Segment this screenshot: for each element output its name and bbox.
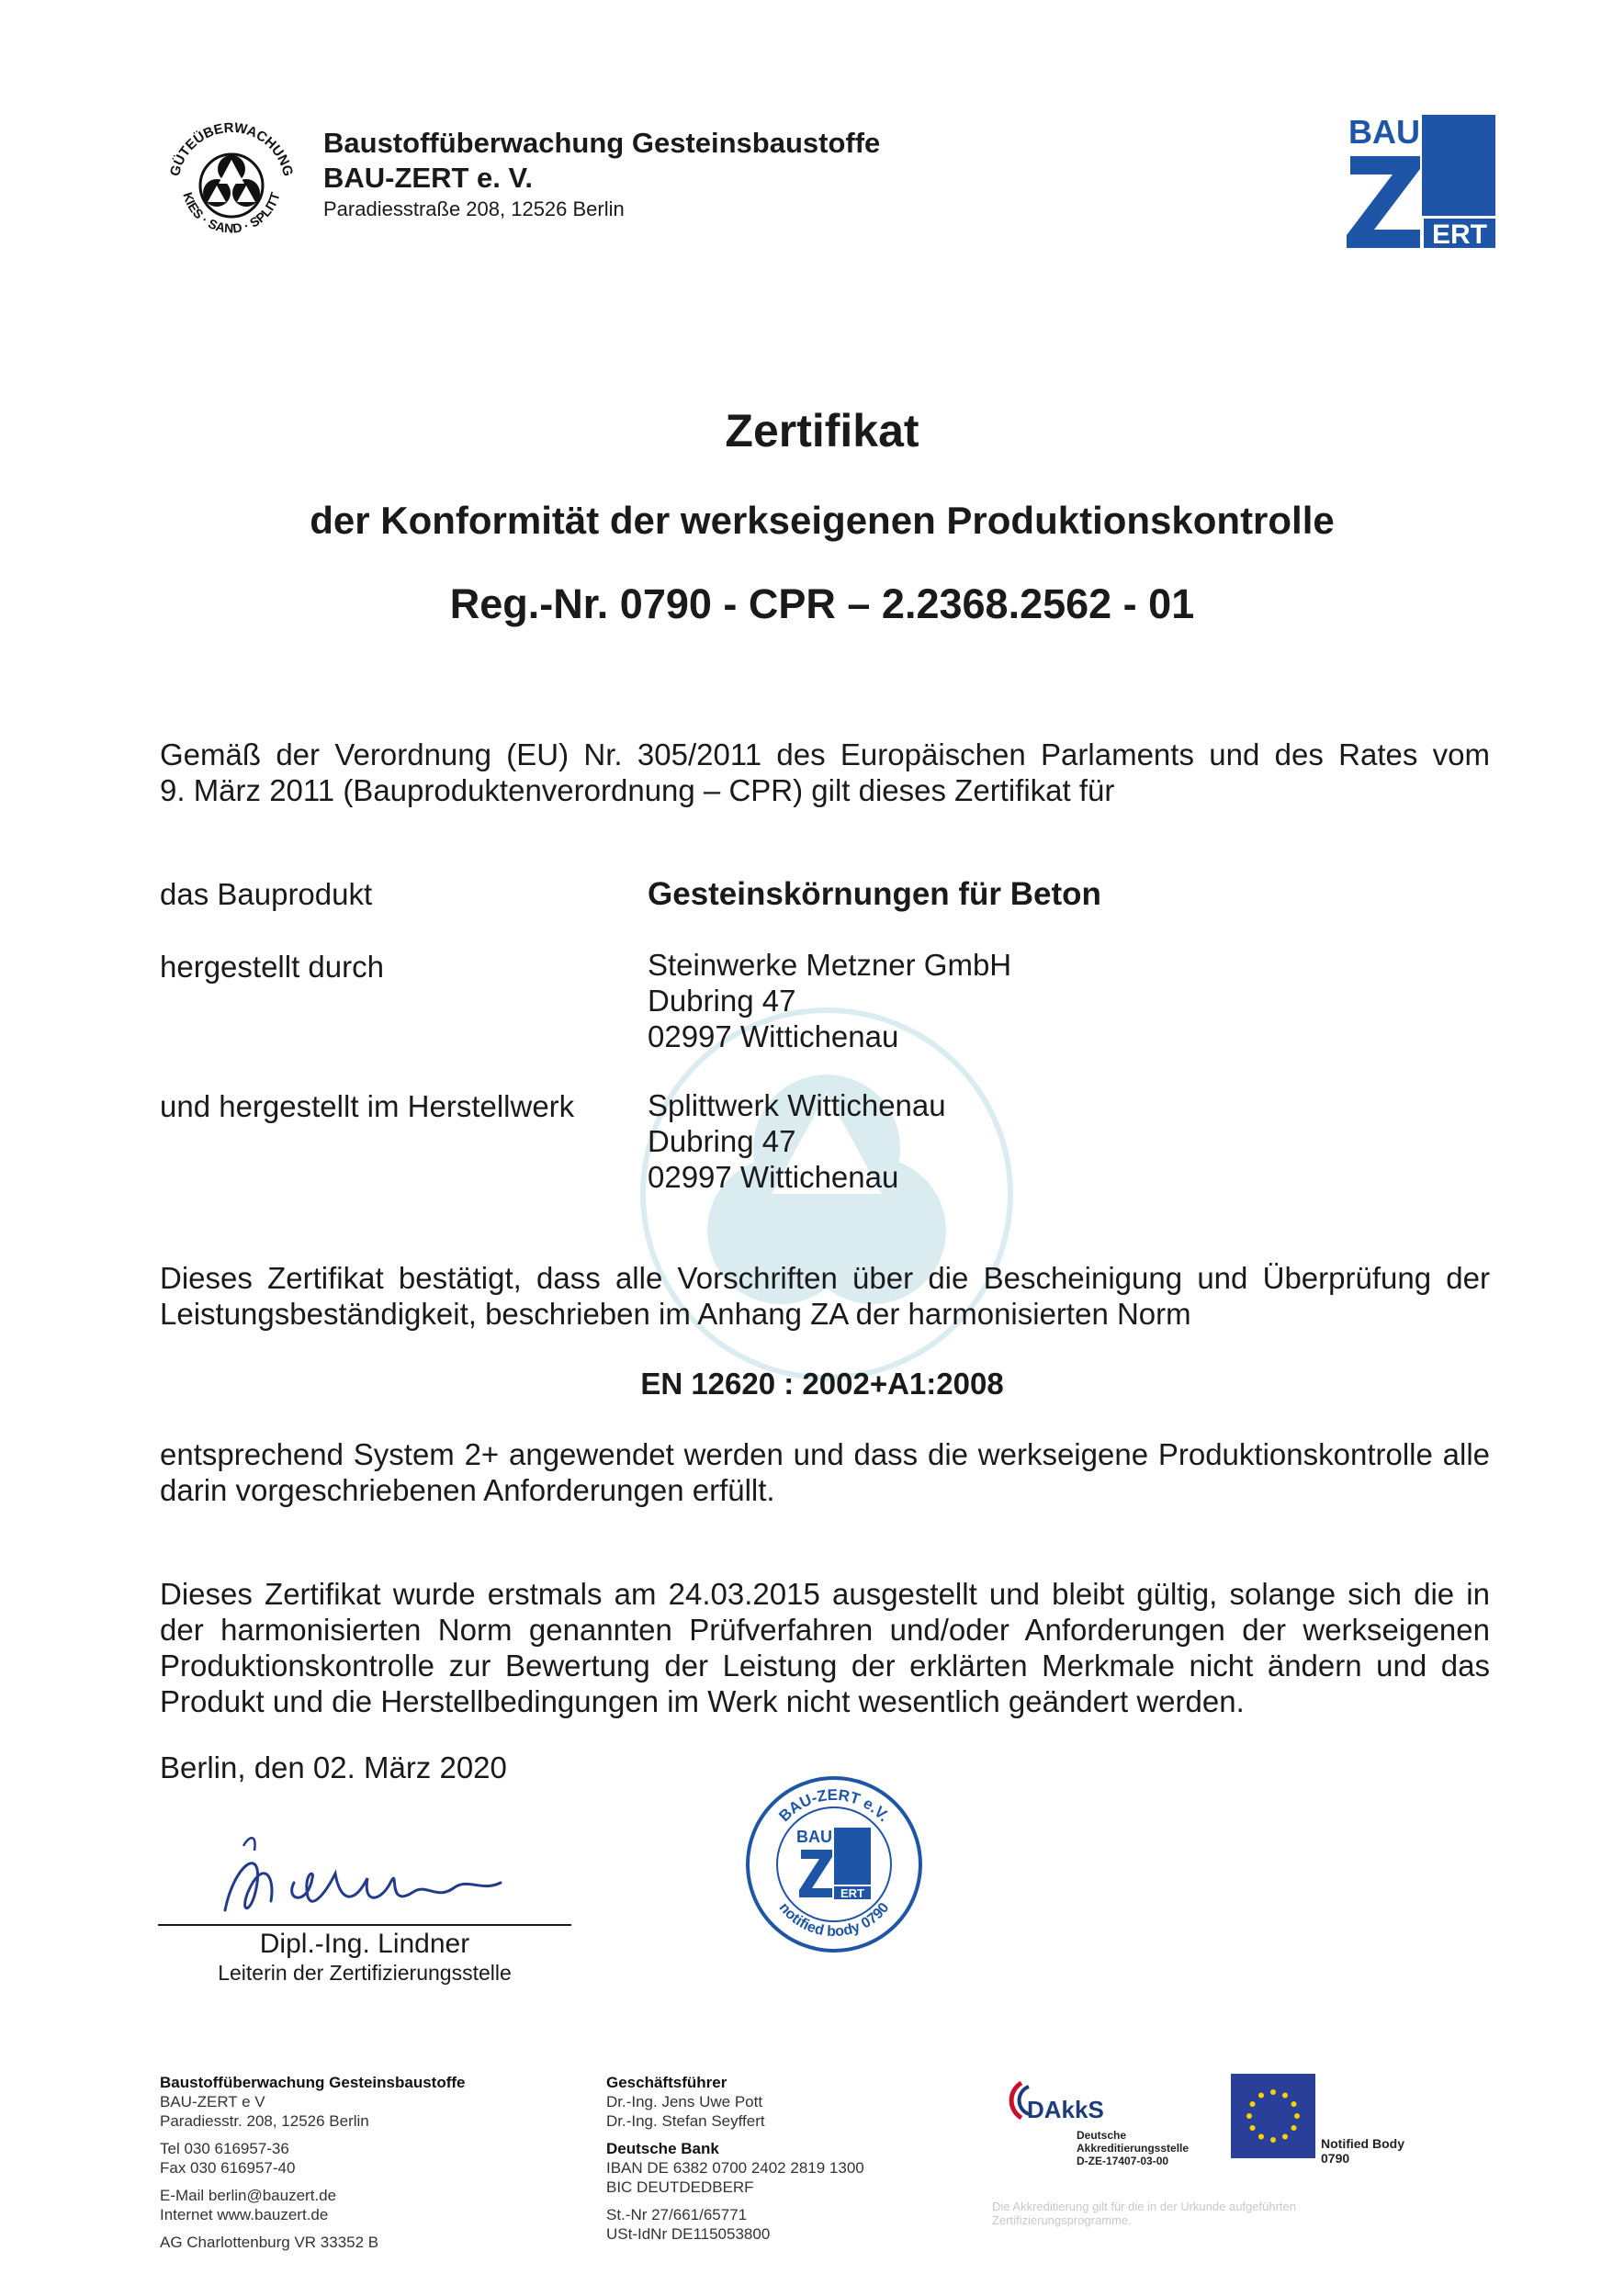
intro-line: 9. März 2011 (Bauproduktenverordnung – CPR) gilt dieses Zertifikat für [160, 773, 1115, 807]
validity-line: der harmonisierten Norm genannten Prüfverfahren und/oder Anforderungen der werkseigenen [160, 1613, 1490, 1647]
dakks-sub-line: D-ZE-17407-03-00 [1077, 2155, 1169, 2167]
registration-number: Reg.-Nr. 0790 - CPR – 2.2368.2562 - 01 [449, 580, 1195, 627]
footer-ustid: USt-IdNr DE115053800 [606, 2225, 771, 2243]
footer-email: E-Mail berlin@bauzert.de [160, 2187, 337, 2204]
footer-internet: Internet www.bauzert.de [160, 2206, 329, 2223]
footer-name: BAU-ZERT e V [160, 2093, 265, 2110]
validity-line: Produktionskontrolle zur Bewertung der Leistung der erklärten Merkmale nicht ändern und das [160, 1649, 1490, 1683]
footer-bic: BIC DEUTDEDBERF [606, 2178, 754, 2196]
dakks-sub-line: Akkreditierungsstelle [1077, 2142, 1190, 2155]
dakks-sub-line: Deutsche [1077, 2129, 1127, 2142]
footer-iban: IBAN DE 6382 0700 2402 2819 1300 [606, 2159, 864, 2177]
handwritten-signature [207, 1828, 537, 1929]
document-subtitle: der Konformität der werkseigenen Produktionskontrolle [310, 499, 1335, 542]
date-line: Berlin, den 02. März 2020 [160, 1750, 507, 1784]
manufacturer-line: Dubring 47 [648, 984, 796, 1018]
system-line: darin vorgeschriebenen Anforderungen erfüllt. [160, 1473, 775, 1507]
seal-top-text: GÜTEÜBERWACHUNG [166, 119, 297, 178]
document-title: Zertifikat [725, 405, 919, 456]
org-name: Baustoffüberwachung Gesteinsbaustoffe [323, 127, 881, 159]
footer-stnr: St.-Nr 27/661/65771 [606, 2206, 748, 2223]
footer-fax: Fax 030 616957-40 [160, 2159, 296, 2177]
seal-bottom-text: KIES · SAND · SPLITT [180, 190, 283, 236]
footer-register: AG Charlottenburg VR 33352 B [160, 2234, 379, 2251]
notified-body-number: 0790 [1321, 2151, 1350, 2166]
svg-text:BAU-ZERT e.V. [775, 1786, 893, 1825]
confirm-line: Leistungsbeständigkeit, beschrieben im Anhang ZA der harmonisierten Norm [160, 1297, 1191, 1331]
product-value: Gesteinskörnungen für Beton [648, 876, 1101, 912]
signer-role: Leiterin der Zertifizierungsstelle [218, 1961, 512, 1985]
plant-line: Dubring 47 [648, 1124, 796, 1158]
manufacturer-line: Steinwerke Metzner GmbH [648, 948, 1012, 982]
validity-paragraph [160, 1576, 1490, 1719]
stamp-logo-ert: ERT [840, 1886, 864, 1900]
dakks-subtitle [1077, 2129, 1189, 2167]
manufacturer-address [648, 947, 1011, 1054]
footer-contact [160, 2073, 465, 2252]
system-line: entsprechend System 2+ angewendet werden und dass die werkseigene Produktionskontrolle alle [160, 1437, 1490, 1471]
plant-line: 02997 Wittichenau [648, 1160, 899, 1194]
accreditation-note: Die Akkreditierung gilt für die in der Urkunde aufgeführten Zertifizierungsprogramme. [992, 2200, 1296, 2227]
svg-text:notified body 0790 [776, 1900, 893, 1940]
logo-bau-text: BAU [1348, 113, 1420, 151]
org-short-name: BAU-ZERT e. V. [323, 162, 533, 194]
validity-line: Produkt und die Herstellbedingungen im Werk nicht wesentlich geändert werden. [160, 1684, 1245, 1718]
footer-gf1: Dr.-Ing. Jens Uwe Pott [606, 2093, 763, 2110]
logo-ert-text: ERT [1432, 219, 1487, 250]
product-label: das Bauprodukt [160, 877, 373, 911]
footer-street: Paradiesstr. 208, 12526 Berlin [160, 2112, 369, 2130]
stamp-bottom-text: notified body 0790 [775, 1899, 893, 1941]
bauzert-logo [1341, 110, 1502, 253]
signer-name: Dipl.-Ing. Lindner [259, 1929, 470, 1959]
footer-gf-title: Geschäftsführer [606, 2074, 727, 2091]
footer-tel: Tel 030 616957-36 [160, 2140, 289, 2157]
plant-address [648, 1087, 946, 1195]
harmonised-norm: EN 12620 : 2002+A1:2008 [640, 1367, 1004, 1401]
signature-line [158, 1924, 571, 1926]
notified-body-label [1321, 2136, 1404, 2166]
footer-org: Baustoffüberwachung Gesteinsbaustoffe [160, 2074, 466, 2091]
plant-label: und hergestellt im Herstellwerk [160, 1089, 575, 1123]
stamp-logo-bau: BAU [796, 1828, 832, 1846]
validity-line: Dieses Zertifikat wurde erstmals am 24.03.2015 ausgestellt und bleibt gültig, solange sich die in [160, 1577, 1490, 1611]
confirm-line: Dieses Zertifikat bestätigt, dass alle Vorschriften über die Bescheinigung und Überprüfung der [160, 1261, 1490, 1295]
manufacturer-line: 02997 Wittichenau [648, 1019, 899, 1053]
footer-bank-title: Deutsche Bank [606, 2140, 719, 2157]
notified-body-text: Notified Body [1321, 2136, 1404, 2151]
system-paragraph [160, 1436, 1490, 1508]
org-address: Paradiesstraße 208, 12526 Berlin [323, 197, 625, 220]
notified-body-stamp [742, 1773, 926, 1956]
quality-seal-logo [158, 112, 305, 259]
footer-gf2: Dr.-Ing. Stefan Seyffert [606, 2112, 765, 2130]
dakks-name: DAkkS [1027, 2096, 1104, 2123]
intro-line: Gemäß der Verordnung (EU) Nr. 305/2011 des Europäischen Parlaments und des Rates vom [160, 737, 1490, 771]
stamp-top-text: BAU-ZERT e.V. [775, 1785, 894, 1826]
intro-paragraph [160, 737, 1490, 808]
manufacturer-label: hergestellt durch [160, 950, 384, 984]
footer-management-bank [606, 2073, 864, 2244]
confirmation-paragraph [160, 1260, 1490, 1332]
plant-line: Splittwerk Wittichenau [648, 1088, 946, 1122]
eu-flag-icon [1231, 2074, 1315, 2158]
